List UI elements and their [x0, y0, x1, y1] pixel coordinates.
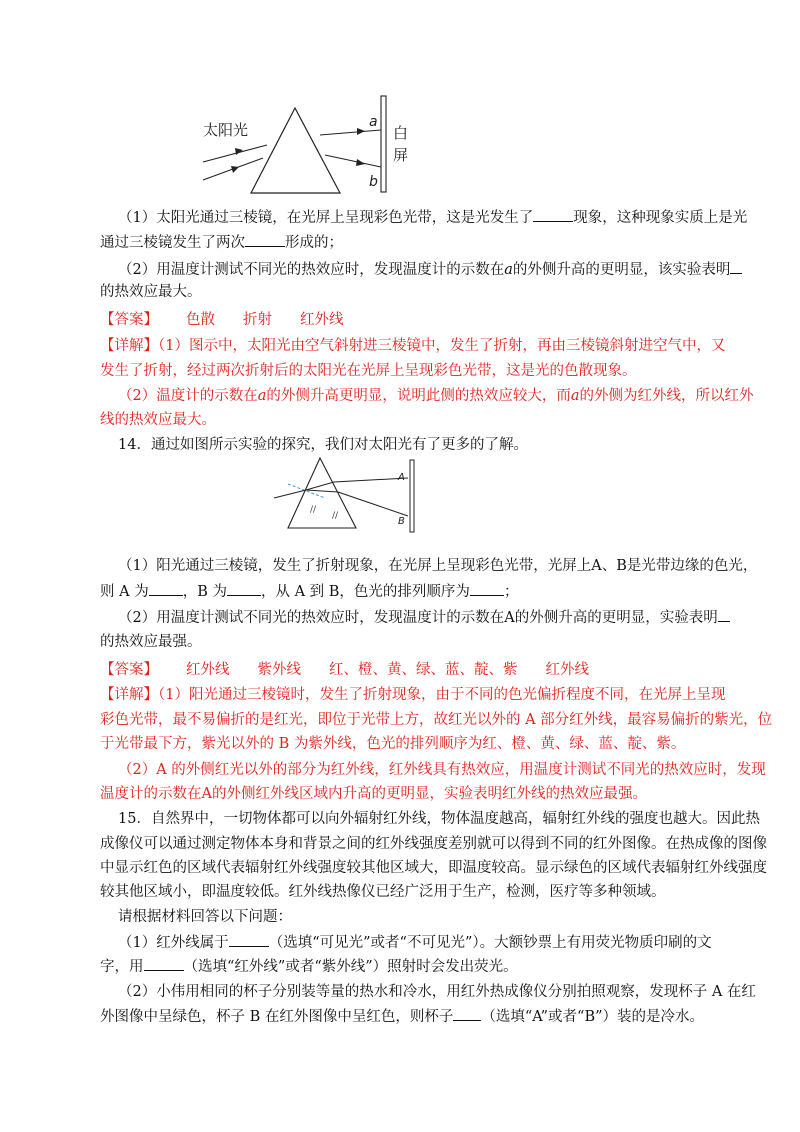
q13-blank-1[interactable]	[533, 207, 573, 222]
q13-detail-var1: a	[257, 388, 267, 404]
q15-stem-line4	[100, 882, 700, 902]
refracted-arrow-b	[356, 159, 365, 166]
q14-answer-line	[100, 660, 700, 680]
inner-ray-bottom	[306, 490, 338, 492]
q14-detail-2b: 温度计的示数在A的外侧红外线区域内升高的更明显，实验表明红外线的热效应最强。	[100, 786, 647, 802]
prism-triangle-2	[288, 458, 356, 528]
q13-detail-var2: a	[570, 388, 580, 404]
incident-ray-top	[203, 145, 267, 162]
q14-p1-text-d: ，从 A 到 B，色光的排列顺序为	[260, 584, 470, 600]
q13-part2-line2	[100, 282, 700, 302]
q15-stem-2: 成像仪可以通过测定物体本身和背景之间的红外线强度差别就可以得到不同的红外图像。在热成像的图像	[100, 836, 767, 852]
inner-ray-top	[306, 482, 334, 490]
q13-detail-1b: 发生了折射，经过两次折射后的太阳光在光屏上呈现彩色光带，这是光的色散现象。	[100, 363, 637, 379]
q14-blank-1[interactable]	[149, 581, 183, 596]
q13-answer-tag: 【答案】	[100, 312, 158, 328]
q15-stem-4: 较其他区域小，即温度较低。红外线热像仪已经广泛用于生产，检测，医疗等多种领域。	[100, 884, 666, 900]
incident-arrow-bottom	[231, 166, 239, 173]
q14-detail-tag: 【详解】	[100, 687, 158, 703]
q13-detail-tag: 【详解】	[100, 338, 158, 354]
q14-p1-text-b: 则 A 为	[100, 584, 149, 600]
q15-stem-3: 中显示红色的区域代表辐射红外线强度较其他区域大，即温度较高。显示绿色的区域代表辐射红外线强度	[100, 860, 767, 876]
q13-p2-text-b: 的外侧升高的更明显，该实验表明	[512, 262, 731, 278]
q14-p2-text-b: 的热效应最强。	[100, 634, 202, 650]
q15-blank-3[interactable]	[453, 1006, 481, 1021]
screen-2	[410, 460, 414, 532]
q14-blank-2[interactable]	[227, 581, 261, 596]
q14-part1-line2	[100, 581, 700, 602]
q14-detail-line1	[100, 685, 726, 705]
fig2-label-b: B	[398, 516, 405, 527]
q13-detail-1a: （1）图示中，太阳光由空气斜射进三棱镜中，发生了折射，再由三棱镜斜射进空气中，又	[158, 338, 726, 354]
q15-p2-text-b: 外图像中呈绿色，杯子 B 在红外图像中呈红色，则杯子	[100, 1009, 454, 1025]
q15-part1-line1	[118, 932, 718, 953]
q14-detail-line3	[100, 734, 700, 754]
q14-p1-text-c: ，B 为	[182, 584, 227, 600]
q15-stem-line2	[100, 834, 767, 854]
q14-detail-line5	[100, 784, 700, 804]
q13-blank-2[interactable]	[245, 232, 285, 247]
q13-p2-text-a: （2）用温度计测试不同光的热效应时，发现温度计的示数在	[118, 262, 505, 278]
q14-p2-text-a: （2）用温度计测试不同光的热效应时，发现温度计的示数在A的外侧升高的更明显，实验表明	[118, 610, 718, 626]
q13-blank-3[interactable]	[730, 259, 742, 274]
q14-part2-line2	[100, 632, 700, 652]
q13-detail-line2	[100, 361, 700, 381]
q15-part2-line2	[100, 1006, 705, 1027]
q15-blank-1[interactable]	[229, 932, 269, 947]
refracted-ray-a	[320, 130, 381, 135]
q14-stem	[118, 435, 718, 455]
q13-detail-line1	[100, 336, 726, 356]
q15-stem-1: 15．自然界中，一切物体都可以向外辐射红外线，物体温度越高，辐射红外线的强度也越大。因此热	[118, 811, 760, 827]
ray-b-label: b	[369, 174, 378, 190]
screen-label-2: 屏	[393, 146, 409, 164]
screen-label-1: 白	[393, 124, 409, 142]
q15-p2-text-c: （选填“A”或者“B”）装的是冷水。	[481, 1009, 705, 1025]
q15-p1-text-b: （选填“可见光”或者“不可见光”）。大额钞票上有用荧光物质印刷的文	[268, 935, 712, 951]
q13-answer-2: 折射	[243, 312, 272, 328]
q13-part2-line1	[118, 259, 731, 280]
fig2-label-a: A	[398, 472, 405, 483]
q13-detail-2b: 的外侧升高更明显，说明此侧的热效应较大，而	[266, 388, 571, 404]
q13-part1-line1	[118, 207, 748, 228]
prism-figure-2	[270, 454, 420, 539]
q14-part1-line1	[118, 556, 758, 576]
q14-p1-text-e: ；	[503, 584, 519, 600]
prism-triangle	[251, 108, 340, 193]
white-screen	[381, 96, 386, 192]
q15-p2-text-a: （2）小伟用相同的杯子分别装等量的热水和冷水，用红外热成像仪分别拍照观察，发现杯子 A 在红	[118, 984, 756, 1000]
q15-p1-text-d: （选填“红外线”或者“紫外线”）照射时会发出荧光。	[183, 959, 518, 975]
q15-prompt-text: 请根据材料回答以下问题：	[118, 909, 292, 925]
q13-detail-2d: 线的热效应最大。	[100, 412, 216, 428]
ray-a-label: a	[369, 114, 378, 130]
q14-blank-4[interactable]	[718, 607, 730, 622]
q14-stem-text: 14．通过如图所示实验的探究，我们对太阳光有了更多的了解。	[118, 437, 528, 453]
q15-p1-text-a: （1）红外线属于	[118, 935, 229, 951]
prism-figure-1	[195, 90, 425, 200]
q15-part2-line1	[118, 982, 756, 1002]
incident-ray	[274, 490, 306, 498]
q13-answer-3: 红外线	[300, 312, 344, 328]
q14-detail-1b: 彩色光带，最不易偏折的是红光，即位于光带上方，故红光以外的 A 部分红外线，最容易偏折的紫光，位	[100, 712, 773, 728]
refracted-ray-b	[325, 155, 381, 167]
q13-p1-text-c: 通过三棱镜发生了两次	[100, 235, 245, 251]
q14-detail-line4	[118, 760, 766, 780]
q13-part1-line2	[100, 232, 700, 253]
q15-stem-line1	[118, 809, 760, 829]
q14-answer-2: 紫外线	[257, 662, 301, 678]
q14-detail-line2	[100, 710, 773, 730]
hatch-mark-1: //	[310, 505, 317, 515]
q13-answer-line	[100, 310, 700, 330]
q14-blank-3[interactable]	[470, 581, 504, 596]
q13-answer-1: 色散	[186, 312, 215, 328]
out-ray-a	[334, 478, 408, 482]
q13-detail-2c: 的外侧为红外线，所以红外	[579, 388, 754, 404]
q14-answer-4: 红外线	[545, 662, 589, 678]
q14-answer-3: 红、橙、黄、绿、蓝、靛、紫	[329, 662, 518, 678]
q14-detail-2a: （2）A 的外侧红光以外的部分为红外线，红外线具有热效应，用温度计测试不同光的热效应时，发现	[118, 762, 766, 778]
q13-p1-text-a: （1）太阳光通过三棱镜，在光屏上呈现彩色光带，这是光发生了	[118, 210, 534, 226]
q15-p1-text-c: 字，用	[100, 959, 144, 975]
q15-stem-line3	[100, 858, 767, 878]
q13-p1-text-d: 形成的；	[285, 235, 343, 251]
q13-detail-line3	[118, 386, 754, 406]
q15-prompt	[118, 907, 718, 927]
q15-part1-line2	[100, 956, 700, 977]
q14-p1-text-a: （1）阳光通过三棱镜，发生了折射现象，在光屏上呈现彩色光带，光屏上A、B是光带边缘的色光，	[118, 558, 758, 574]
q15-blank-2[interactable]	[144, 956, 184, 971]
q13-p2-text-c: 的热效应最大。	[100, 284, 202, 300]
q13-detail-line4	[100, 410, 700, 430]
q13-p2-var: a	[504, 262, 513, 278]
refracted-arrow-a	[357, 128, 365, 135]
sunlight-label: 太阳光	[203, 121, 249, 139]
q14-answer-1: 红外线	[186, 662, 230, 678]
q13-p1-text-b: 现象，这种现象实质上是光	[573, 210, 748, 226]
q13-detail-2a: （2）温度计的示数在	[118, 388, 258, 404]
q14-detail-1a: （1）阳光通过三棱镜时，发生了折射现象，由于不同的色光偏折程度不同，在光屏上呈现	[158, 687, 726, 703]
q14-part2-line1	[118, 607, 718, 628]
hatch-mark-2: //	[332, 511, 339, 521]
q14-detail-1c: 于光带最下方，紫光以外的 B 为紫外线，色光的排列顺序为红、橙、黄、绿、蓝、靛、紫。	[100, 736, 686, 752]
q14-answer-tag: 【答案】	[100, 662, 158, 678]
